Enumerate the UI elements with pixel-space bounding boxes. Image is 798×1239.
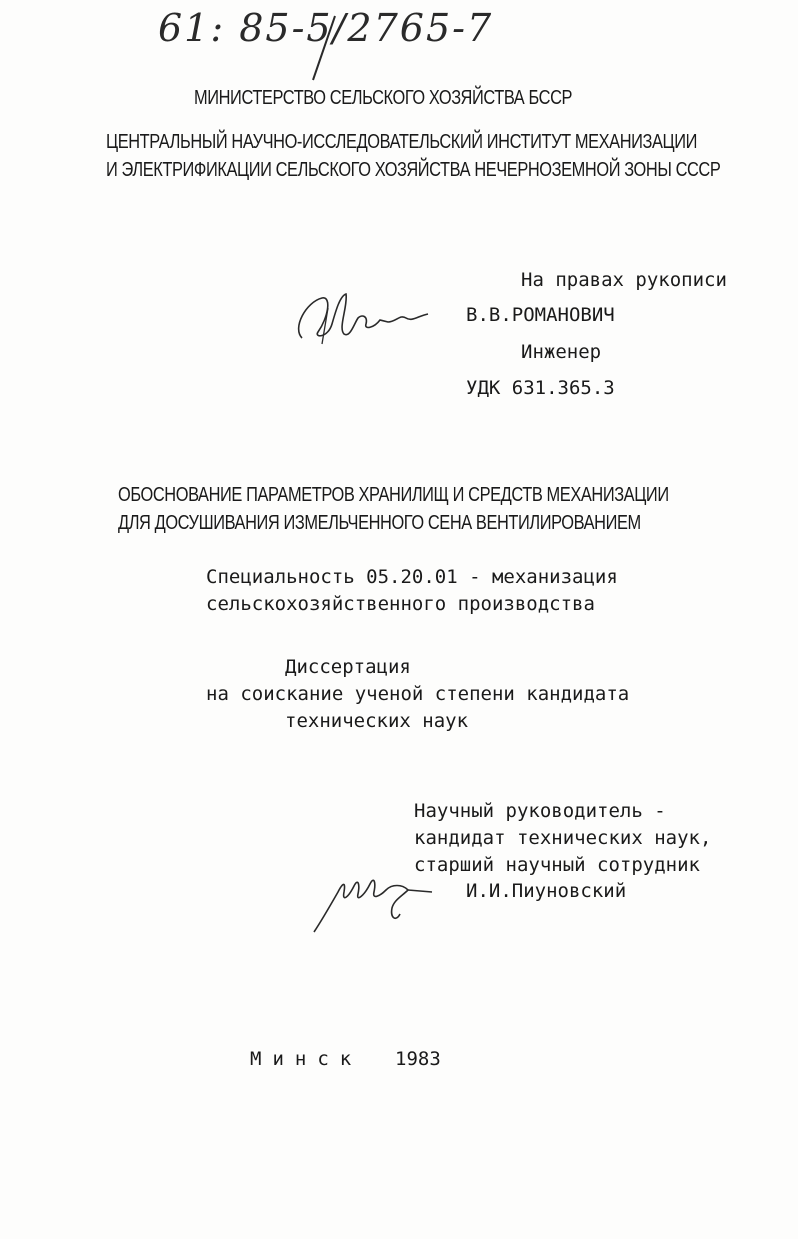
- manuscript-rights: На правах рукописи: [521, 269, 727, 291]
- institute-line-1: ЦЕНТРАЛЬНЫЙ НАУЧНО-ИССЛЕДОВАТЕЛЬСКИЙ ИНСТИТУТ МЕХАНИЗАЦИИ: [106, 131, 698, 153]
- supervisor-title: старший научный сотрудник: [414, 854, 700, 876]
- supervisor-label: Научный руководитель -: [414, 800, 666, 822]
- specialty-line-1: Специальность 05.20.01 - механизация: [206, 566, 618, 588]
- author-signature-icon: [288, 288, 438, 348]
- supervisor-signature-icon: [308, 862, 438, 942]
- thesis-title-line-1: ОБОСНОВАНИЕ ПАРАМЕТРОВ ХРАНИЛИЩ И СРЕДСТВ МЕХАНИЗАЦИИ: [118, 484, 669, 506]
- dissertation-field: технических наук: [285, 710, 469, 732]
- supervisor-name: И.И.Пиуновский: [466, 880, 627, 902]
- author-position: Инженер: [521, 341, 602, 363]
- ministry-heading: МИНИСТЕРСТВО СЕЛЬСКОГО ХОЗЯЙСТВА БССР: [194, 87, 573, 109]
- archive-code: 61: 85-5/2765-7: [158, 6, 494, 50]
- dissertation-degree: на соискание ученой степени кандидата: [206, 683, 630, 705]
- institute-line-2: И ЭЛЕКТРИФИКАЦИИ СЕЛЬСКОГО ХОЗЯЙСТВА НЕЧЕРНОЗЕМНОЙ ЗОНЫ СССР: [106, 159, 721, 181]
- author-name: В.В.РОМАНОВИЧ: [466, 304, 615, 326]
- supervisor-degree: кандидат технических наук,: [414, 827, 712, 849]
- thesis-title-line-2: ДЛЯ ДОСУШИВАНИЯ ИЗМЕЛЬЧЕННОГО СЕНА ВЕНТИЛИРОВАНИЕМ: [118, 512, 641, 534]
- dissertation-label: Диссертация: [285, 656, 411, 678]
- city: Минск: [250, 1048, 363, 1070]
- year: 1983: [395, 1048, 441, 1070]
- udc-code: УДК 631.365.3: [466, 377, 615, 399]
- specialty-line-2: сельскохозяйственного производства: [206, 593, 595, 615]
- archive-code-slash-icon: [305, 14, 345, 84]
